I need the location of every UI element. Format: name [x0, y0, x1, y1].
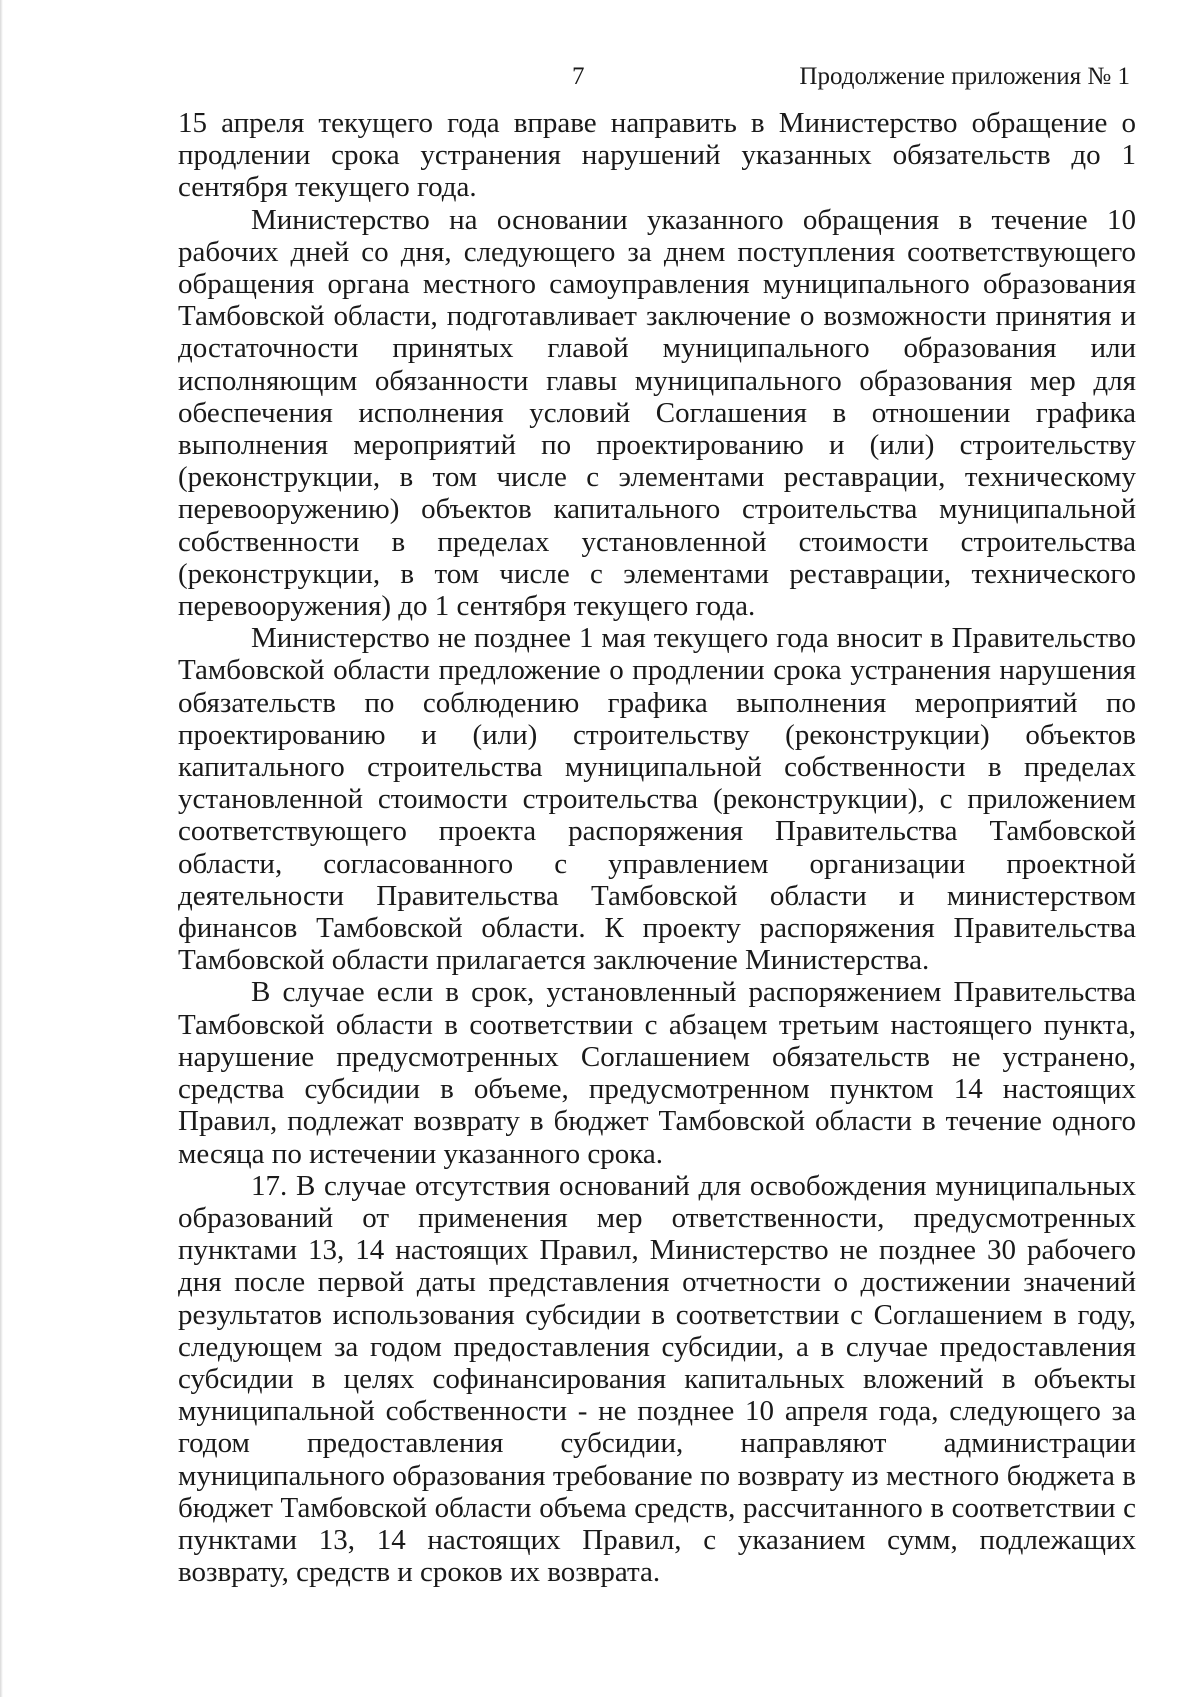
paragraph-ministry-conclusion: Министерство на основании указанного обращения в течение 10 рабочих дней со дня, следующего за днем поступления соответствующего обращения органа местного самоуправления муниципального образования Тамбовской области, подготавливает заключение о возможности принятия и достаточности принятых главой муниципального образования или исполняющим обязанности главы муниципального образования мер для обеспечения исполнения условий Соглашения в отношении графика выполнения мероприятий по проектированию и (или) строительству (реконструкции, в том числе с элементами реставрации, техническому перевооружению) объектов капитального строительства муниципальной собственности в пределах установленной стоимости строительства (реконструкции, в том числе с элементами реставрации, технического перевооружения) до 1 сентября текущего года.	[178, 203, 1136, 623]
paragraph-continuation: 15 апреля текущего года вправе направить в Министерство обращение о продлении срока устранения нарушений указанных обязательств до 1 сентября текущего года.	[178, 107, 1136, 204]
running-header: Продолжение приложения № 1	[799, 63, 1130, 90]
page-number: 7	[572, 63, 585, 90]
document-body	[178, 107, 1136, 1588]
paragraph-item-17: 17. В случае отсутствия оснований для освобождения муниципальных образований от применения мер ответственности, предусмотренных пунктами 13, 14 настоящих Правил, Министерство не позднее 30 рабочего дня после первой даты представления отчетности о достижении значений результатов использования субсидии в соответствии с Соглашением в году, следующем за годом предоставления субсидии, а в случае предоставления субсидии в целях софинансирования капитальных вложений в объекты муниципальной собственности - не позднее 10 апреля года, следующего за годом предоставления субсидии, направляют администрации муниципального образования требование по возврату из местного бюджета в бюджет Тамбовской области объема средств, рассчитанного в соответствии с пунктами 13, 14 настоящих Правил, с указанием сумм, подлежащих возврату, средств и сроков их возврата.	[178, 1169, 1136, 1589]
scan-edge-shadow	[0, 0, 3, 1697]
paragraph-ministry-proposal: Министерство не позднее 1 мая текущего года вносит в Правительство Тамбовской области предложение о продлении срока устранения нарушения обязательств по соблюдению графика выполнения мероприятий по проектированию и (или) строительству (реконструкции) объектов капитального строительства муниципальной собственности в пределах установленной стоимости строительства (реконструкции), с приложением соответствующего проекта распоряжения Правительства Тамбовской области, согласованного с управлением организации проектной деятельности Правительства Тамбовской области и министерством финансов Тамбовской области. К проекту распоряжения Правительства Тамбовской области прилагается заключение Министерства.	[178, 622, 1136, 977]
paragraph-subsidy-return: В случае если в срок, установленный распоряжением Правительства Тамбовской области в соответствии с абзацем третьим настоящего пункта, нарушение предусмотренных Соглашением обязательств не устранено, средства субсидии в объеме, предусмотренном пунктом 14 настоящих Правил, подлежат возврату в бюджет Тамбовской области в течение одного месяца по истечении указанного срока.	[178, 976, 1136, 1170]
